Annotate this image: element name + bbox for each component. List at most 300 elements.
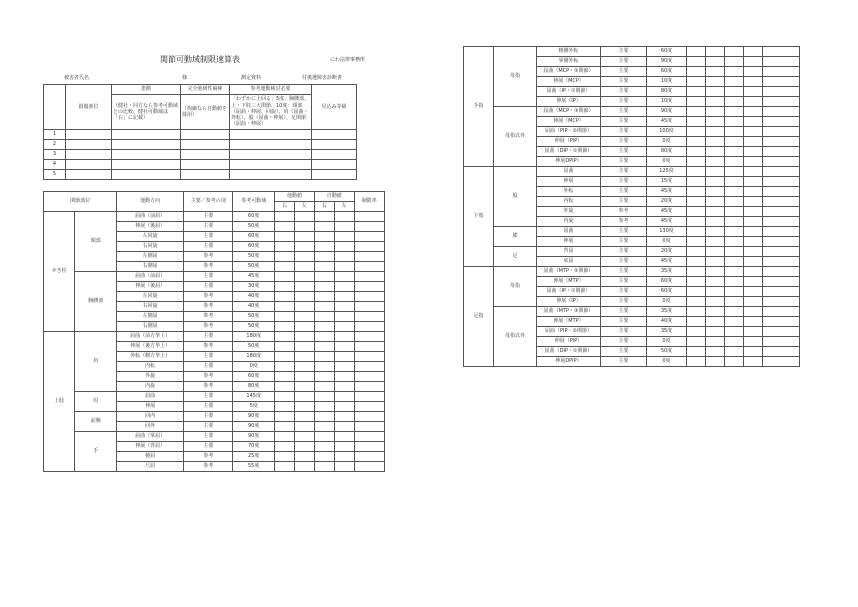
active-left-cell[interactable] [334,342,354,352]
passive-right-cell[interactable] [275,212,295,222]
passive-right-cell[interactable] [687,97,706,107]
active-left-cell[interactable] [744,257,763,267]
active-left-cell[interactable] [744,67,763,77]
passive-right-cell[interactable] [275,292,295,302]
active-right-cell[interactable] [725,237,744,247]
active-left-cell[interactable] [334,462,354,472]
passive-right-cell[interactable] [687,207,706,217]
active-left-cell[interactable] [744,187,763,197]
passive-left-cell[interactable] [294,342,314,352]
passive-right-cell[interactable] [687,127,706,137]
limit-rate-cell[interactable] [763,57,800,67]
active-right-cell[interactable] [314,322,334,332]
limit-rate-cell[interactable] [354,332,384,342]
limit-rate-cell[interactable] [354,222,384,232]
entry-cell[interactable] [312,160,357,170]
passive-right-cell[interactable] [687,77,706,87]
passive-left-cell[interactable] [706,337,725,347]
passive-left-cell[interactable] [294,442,314,452]
passive-left-cell[interactable] [294,362,314,372]
active-right-cell[interactable] [725,197,744,207]
passive-right-cell[interactable] [687,297,706,307]
active-right-cell[interactable] [314,302,334,312]
passive-left-cell[interactable] [706,237,725,247]
passive-right-cell[interactable] [275,312,295,322]
passive-left-cell[interactable] [706,277,725,287]
passive-left-cell[interactable] [294,312,314,322]
passive-left-cell[interactable] [706,327,725,337]
limit-rate-cell[interactable] [763,77,800,87]
passive-left-cell[interactable] [706,227,725,237]
active-right-cell[interactable] [725,297,744,307]
active-left-cell[interactable] [744,277,763,287]
active-left-cell[interactable] [334,302,354,312]
active-left-cell[interactable] [744,217,763,227]
passive-left-cell[interactable] [706,287,725,297]
active-left-cell[interactable] [744,337,763,347]
active-right-cell[interactable] [725,187,744,197]
passive-left-cell[interactable] [706,357,725,367]
active-left-cell[interactable] [744,127,763,137]
active-right-cell[interactable] [725,247,744,257]
active-left-cell[interactable] [744,177,763,187]
passive-left-cell[interactable] [706,257,725,267]
limit-rate-cell[interactable] [763,317,800,327]
active-right-cell[interactable] [725,57,744,67]
passive-right-cell[interactable] [687,227,706,237]
limit-rate-cell[interactable] [763,227,800,237]
entry-cell[interactable] [181,140,230,150]
active-left-cell[interactable] [334,422,354,432]
active-right-cell[interactable] [314,442,334,452]
active-left-cell[interactable] [334,392,354,402]
entry-cell[interactable] [112,130,181,140]
passive-right-cell[interactable] [687,57,706,67]
active-right-cell[interactable] [725,147,744,157]
active-right-cell[interactable] [725,67,744,77]
active-left-cell[interactable] [744,317,763,327]
active-left-cell[interactable] [334,252,354,262]
entry-cell[interactable] [181,150,230,160]
active-left-cell[interactable] [744,227,763,237]
limit-rate-cell[interactable] [763,327,800,337]
active-right-cell[interactable] [314,312,334,322]
limit-rate-cell[interactable] [763,247,800,257]
passive-left-cell[interactable] [706,217,725,227]
passive-left-cell[interactable] [706,117,725,127]
limit-rate-cell[interactable] [763,47,800,57]
passive-left-cell[interactable] [294,462,314,472]
passive-right-cell[interactable] [275,252,295,262]
active-left-cell[interactable] [334,222,354,232]
limit-rate-cell[interactable] [354,392,384,402]
passive-left-cell[interactable] [706,107,725,117]
entry-cell[interactable] [66,130,112,140]
passive-right-cell[interactable] [275,452,295,462]
active-right-cell[interactable] [725,47,744,57]
limit-rate-cell[interactable] [354,412,384,422]
active-right-cell[interactable] [314,332,334,342]
limit-rate-cell[interactable] [354,302,384,312]
active-left-cell[interactable] [334,262,354,272]
active-left-cell[interactable] [744,97,763,107]
active-left-cell[interactable] [744,237,763,247]
passive-left-cell[interactable] [706,47,725,57]
active-right-cell[interactable] [725,257,744,267]
active-left-cell[interactable] [744,267,763,277]
active-left-cell[interactable] [744,327,763,337]
entry-cell[interactable] [112,150,181,160]
active-left-cell[interactable] [334,372,354,382]
active-right-cell[interactable] [314,452,334,462]
passive-left-cell[interactable] [294,272,314,282]
active-left-cell[interactable] [744,197,763,207]
active-left-cell[interactable] [334,442,354,452]
active-left-cell[interactable] [744,247,763,257]
limit-rate-cell[interactable] [354,402,384,412]
passive-right-cell[interactable] [687,357,706,367]
limit-rate-cell[interactable] [354,252,384,262]
limit-rate-cell[interactable] [354,272,384,282]
active-right-cell[interactable] [725,117,744,127]
active-left-cell[interactable] [334,332,354,342]
passive-left-cell[interactable] [706,267,725,277]
entry-cell[interactable] [230,160,312,170]
active-right-cell[interactable] [725,287,744,297]
passive-right-cell[interactable] [275,422,295,432]
limit-rate-cell[interactable] [354,452,384,462]
passive-left-cell[interactable] [706,97,725,107]
entry-cell[interactable] [66,160,112,170]
active-left-cell[interactable] [334,382,354,392]
passive-right-cell[interactable] [687,157,706,167]
active-right-cell[interactable] [314,252,334,262]
limit-rate-cell[interactable] [763,347,800,357]
passive-right-cell[interactable] [275,242,295,252]
passive-left-cell[interactable] [294,292,314,302]
active-right-cell[interactable] [725,317,744,327]
passive-right-cell[interactable] [687,317,706,327]
active-left-cell[interactable] [334,402,354,412]
passive-left-cell[interactable] [706,317,725,327]
active-left-cell[interactable] [334,282,354,292]
active-right-cell[interactable] [725,137,744,147]
active-right-cell[interactable] [725,347,744,357]
limit-rate-cell[interactable] [763,277,800,287]
limit-rate-cell[interactable] [354,342,384,352]
active-right-cell[interactable] [725,167,744,177]
passive-right-cell[interactable] [687,287,706,297]
active-right-cell[interactable] [725,267,744,277]
passive-left-cell[interactable] [294,452,314,462]
passive-right-cell[interactable] [275,272,295,282]
limit-rate-cell[interactable] [763,217,800,227]
passive-right-cell[interactable] [275,382,295,392]
limit-rate-cell[interactable] [763,137,800,147]
active-right-cell[interactable] [725,207,744,217]
limit-rate-cell[interactable] [763,337,800,347]
active-right-cell[interactable] [314,292,334,302]
active-left-cell[interactable] [334,412,354,422]
active-left-cell[interactable] [334,242,354,252]
active-right-cell[interactable] [314,212,334,222]
limit-rate-cell[interactable] [763,297,800,307]
passive-right-cell[interactable] [275,352,295,362]
active-left-cell[interactable] [334,362,354,372]
passive-right-cell[interactable] [275,412,295,422]
active-right-cell[interactable] [314,432,334,442]
limit-rate-cell[interactable] [763,187,800,197]
passive-left-cell[interactable] [294,212,314,222]
limit-rate-cell[interactable] [354,362,384,372]
active-right-cell[interactable] [314,342,334,352]
limit-rate-cell[interactable] [763,157,800,167]
passive-left-cell[interactable] [294,232,314,242]
passive-left-cell[interactable] [294,262,314,272]
limit-rate-cell[interactable] [763,197,800,207]
active-left-cell[interactable] [744,107,763,117]
entry-cell[interactable] [312,140,357,150]
passive-right-cell[interactable] [687,327,706,337]
passive-right-cell[interactable] [687,67,706,77]
active-left-cell[interactable] [334,232,354,242]
active-right-cell[interactable] [314,242,334,252]
passive-left-cell[interactable] [706,347,725,357]
entry-cell[interactable] [230,130,312,140]
limit-rate-cell[interactable] [763,97,800,107]
active-right-cell[interactable] [314,392,334,402]
entry-cell[interactable] [181,160,230,170]
active-right-cell[interactable] [314,232,334,242]
passive-right-cell[interactable] [687,177,706,187]
passive-left-cell[interactable] [706,147,725,157]
active-right-cell[interactable] [314,402,334,412]
limit-rate-cell[interactable] [763,107,800,117]
passive-right-cell[interactable] [687,187,706,197]
entry-cell[interactable] [66,140,112,150]
limit-rate-cell[interactable] [763,357,800,367]
passive-left-cell[interactable] [706,87,725,97]
active-left-cell[interactable] [744,147,763,157]
active-right-cell[interactable] [314,352,334,362]
active-left-cell[interactable] [334,312,354,322]
passive-right-cell[interactable] [275,402,295,412]
active-right-cell[interactable] [725,227,744,237]
passive-right-cell[interactable] [687,217,706,227]
passive-left-cell[interactable] [706,297,725,307]
active-left-cell[interactable] [334,432,354,442]
passive-right-cell[interactable] [275,302,295,312]
passive-right-cell[interactable] [687,147,706,157]
active-right-cell[interactable] [725,77,744,87]
limit-rate-cell[interactable] [354,312,384,322]
active-left-cell[interactable] [744,347,763,357]
limit-rate-cell[interactable] [763,267,800,277]
active-left-cell[interactable] [334,212,354,222]
active-right-cell[interactable] [314,222,334,232]
active-right-cell[interactable] [725,97,744,107]
active-right-cell[interactable] [725,277,744,287]
passive-right-cell[interactable] [687,237,706,247]
passive-right-cell[interactable] [275,232,295,242]
active-left-cell[interactable] [334,452,354,462]
active-left-cell[interactable] [744,137,763,147]
active-right-cell[interactable] [314,422,334,432]
limit-rate-cell[interactable] [354,352,384,362]
entry-cell[interactable] [312,130,357,140]
active-right-cell[interactable] [725,157,744,167]
passive-right-cell[interactable] [275,372,295,382]
passive-right-cell[interactable] [275,362,295,372]
active-left-cell[interactable] [744,57,763,67]
active-left-cell[interactable] [744,87,763,97]
limit-rate-cell[interactable] [354,422,384,432]
passive-right-cell[interactable] [687,257,706,267]
passive-left-cell[interactable] [706,187,725,197]
entry-cell[interactable] [66,170,112,180]
active-right-cell[interactable] [314,272,334,282]
passive-right-cell[interactable] [275,262,295,272]
entry-cell[interactable] [312,150,357,160]
passive-right-cell[interactable] [275,392,295,402]
active-left-cell[interactable] [744,307,763,317]
passive-left-cell[interactable] [294,422,314,432]
active-left-cell[interactable] [744,167,763,177]
active-right-cell[interactable] [725,127,744,137]
active-left-cell[interactable] [744,287,763,297]
entry-cell[interactable] [112,160,181,170]
active-right-cell[interactable] [314,462,334,472]
passive-left-cell[interactable] [294,402,314,412]
active-right-cell[interactable] [725,177,744,187]
passive-left-cell[interactable] [294,302,314,312]
passive-right-cell[interactable] [687,87,706,97]
entry-cell[interactable] [230,140,312,150]
active-right-cell[interactable] [725,357,744,367]
passive-left-cell[interactable] [706,127,725,137]
limit-rate-cell[interactable] [763,167,800,177]
active-right-cell[interactable] [725,87,744,97]
limit-rate-cell[interactable] [354,442,384,452]
passive-right-cell[interactable] [275,322,295,332]
passive-right-cell[interactable] [275,282,295,292]
passive-right-cell[interactable] [275,332,295,342]
limit-rate-cell[interactable] [763,67,800,77]
limit-rate-cell[interactable] [763,87,800,97]
active-right-cell[interactable] [314,412,334,422]
passive-left-cell[interactable] [294,392,314,402]
active-left-cell[interactable] [744,117,763,127]
passive-left-cell[interactable] [706,57,725,67]
entry-cell[interactable] [181,170,230,180]
passive-right-cell[interactable] [275,432,295,442]
passive-left-cell[interactable] [706,247,725,257]
passive-right-cell[interactable] [687,247,706,257]
limit-rate-cell[interactable] [354,372,384,382]
passive-right-cell[interactable] [687,197,706,207]
passive-left-cell[interactable] [706,177,725,187]
active-left-cell[interactable] [334,322,354,332]
entry-cell[interactable] [66,150,112,160]
entry-cell[interactable] [181,130,230,140]
passive-left-cell[interactable] [706,157,725,167]
active-left-cell[interactable] [744,357,763,367]
limit-rate-cell[interactable] [763,177,800,187]
passive-right-cell[interactable] [687,47,706,57]
passive-right-cell[interactable] [687,167,706,177]
passive-left-cell[interactable] [294,282,314,292]
active-left-cell[interactable] [334,272,354,282]
passive-left-cell[interactable] [706,77,725,87]
passive-right-cell[interactable] [275,442,295,452]
entry-cell[interactable] [312,170,357,180]
active-right-cell[interactable] [725,307,744,317]
passive-left-cell[interactable] [294,242,314,252]
passive-left-cell[interactable] [294,412,314,422]
limit-rate-cell[interactable] [354,432,384,442]
passive-right-cell[interactable] [687,267,706,277]
active-right-cell[interactable] [725,217,744,227]
passive-left-cell[interactable] [294,382,314,392]
limit-rate-cell[interactable] [763,257,800,267]
passive-left-cell[interactable] [706,197,725,207]
limit-rate-cell[interactable] [763,237,800,247]
limit-rate-cell[interactable] [354,282,384,292]
limit-rate-cell[interactable] [763,147,800,157]
passive-right-cell[interactable] [275,342,295,352]
passive-right-cell[interactable] [275,222,295,232]
limit-rate-cell[interactable] [354,292,384,302]
passive-left-cell[interactable] [294,372,314,382]
passive-left-cell[interactable] [706,207,725,217]
active-right-cell[interactable] [314,372,334,382]
active-right-cell[interactable] [314,262,334,272]
passive-left-cell[interactable] [294,222,314,232]
passive-right-cell[interactable] [687,337,706,347]
active-right-cell[interactable] [725,327,744,337]
active-right-cell[interactable] [314,362,334,372]
limit-rate-cell[interactable] [354,262,384,272]
passive-right-cell[interactable] [687,107,706,117]
entry-cell[interactable] [112,170,181,180]
entry-cell[interactable] [112,140,181,150]
passive-left-cell[interactable] [706,167,725,177]
limit-rate-cell[interactable] [763,287,800,297]
active-left-cell[interactable] [744,297,763,307]
passive-right-cell[interactable] [687,117,706,127]
active-right-cell[interactable] [314,282,334,292]
limit-rate-cell[interactable] [763,207,800,217]
entry-cell[interactable] [230,150,312,160]
passive-left-cell[interactable] [294,252,314,262]
limit-rate-cell[interactable] [354,462,384,472]
limit-rate-cell[interactable] [354,322,384,332]
active-left-cell[interactable] [744,157,763,167]
passive-left-cell[interactable] [706,307,725,317]
passive-right-cell[interactable] [687,277,706,287]
passive-left-cell[interactable] [294,332,314,342]
passive-left-cell[interactable] [706,137,725,147]
passive-right-cell[interactable] [687,307,706,317]
limit-rate-cell[interactable] [763,117,800,127]
passive-left-cell[interactable] [706,67,725,77]
active-left-cell[interactable] [334,292,354,302]
limit-rate-cell[interactable] [354,382,384,392]
entry-cell[interactable] [230,170,312,180]
active-right-cell[interactable] [725,337,744,347]
active-left-cell[interactable] [744,47,763,57]
limit-rate-cell[interactable] [354,232,384,242]
